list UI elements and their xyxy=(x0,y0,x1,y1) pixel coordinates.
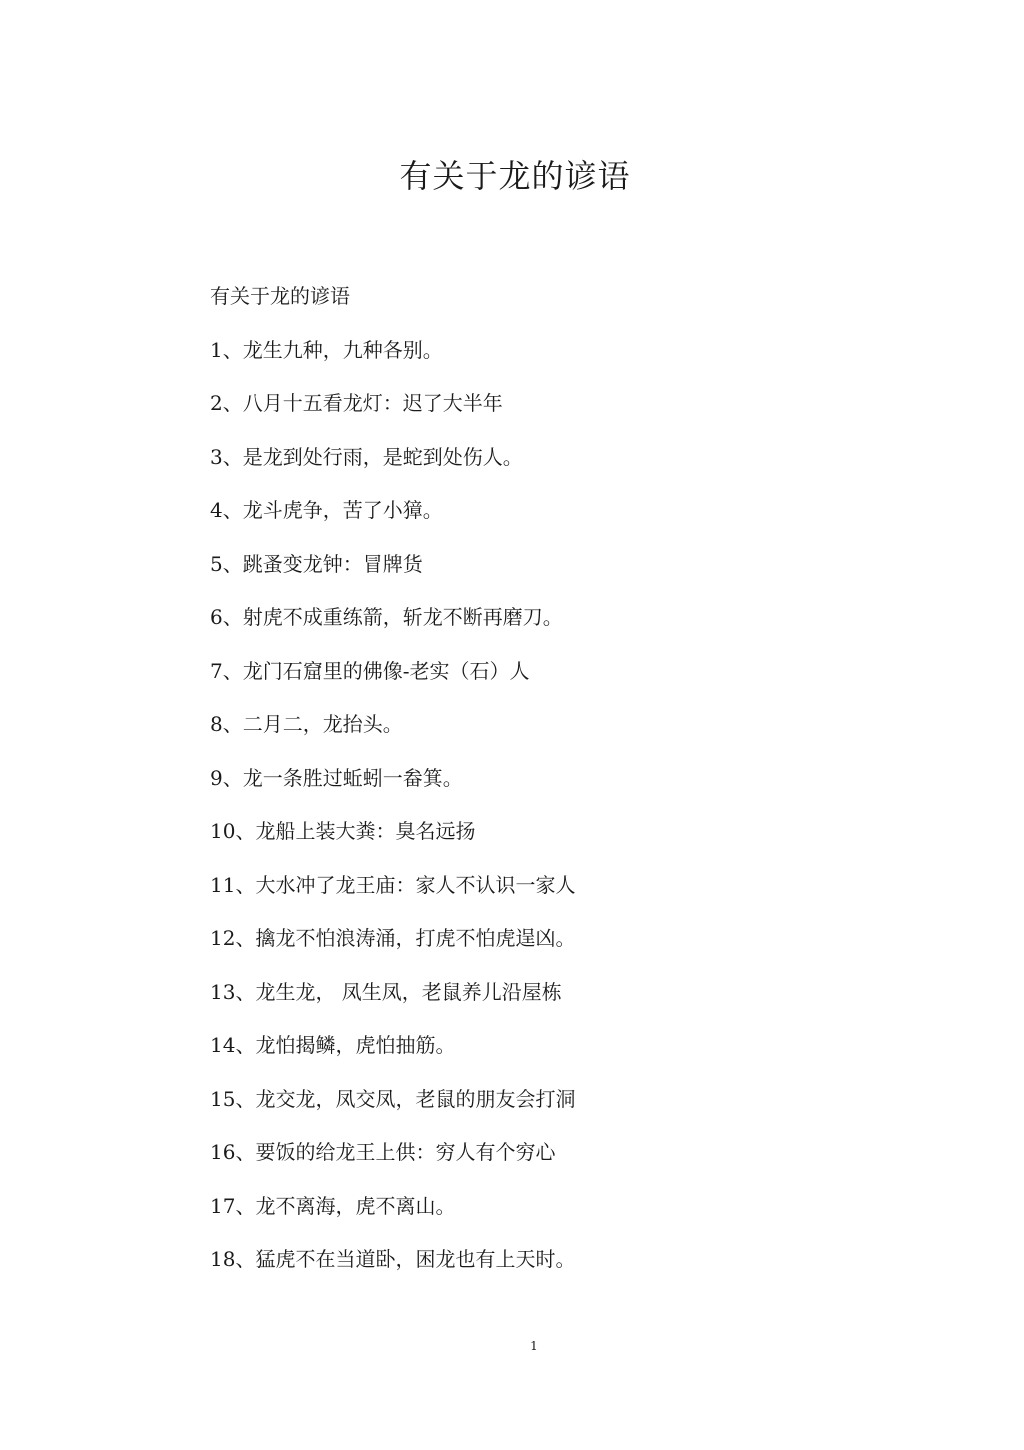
proverb-item: 1、龙生九种，九种各别。 xyxy=(210,337,443,362)
proverb-item: 4、龙斗虎争，苦了小獐。 xyxy=(210,498,443,522)
proverb-item: 15、龙交龙，凤交凤，老鼠的朋友会打洞 xyxy=(210,1086,576,1111)
proverb-item: 9、龙一条胜过蚯蚓一畚箕。 xyxy=(210,765,463,790)
proverb-item: 17、龙不离海，虎不离山。 xyxy=(210,1193,456,1218)
proverb-item: 16、要饭的给龙王上供：穷人有个穷心 xyxy=(210,1140,556,1164)
proverb-item: 6、射虎不成重练箭，斩龙不断再磨刀。 xyxy=(210,605,563,629)
proverb-item: 7、龙门石窟里的佛像-老实（石）人 xyxy=(210,658,530,683)
proverb-item: 3、是龙到处行雨，是蛇到处伤人。 xyxy=(210,444,523,469)
proverb-item: 5、跳蚤变龙钟：冒牌货 xyxy=(210,551,423,576)
proverb-item: 12、擒龙不怕浪涛涌，打虎不怕虎逞凶。 xyxy=(210,926,576,950)
proverb-item: 18、猛虎不在当道卧，困龙也有上天时。 xyxy=(210,1247,576,1271)
proverb-item: 14、龙怕揭鳞，虎怕抽筋。 xyxy=(210,1033,456,1057)
page-title: 有关于龙的谚语 xyxy=(399,157,631,195)
proverb-item: 13、龙生龙， 凤生凤，老鼠养儿沿屋栋 xyxy=(210,979,562,1004)
proverb-item: 8、二月二，龙抬头。 xyxy=(210,712,403,736)
proverb-item: 10、龙船上装大粪：臭名远扬 xyxy=(210,819,476,843)
document-body xyxy=(210,280,910,1297)
page-number: 1 xyxy=(530,1339,538,1353)
proverb-item: 11、大水冲了龙王庙：家人不认识一家人 xyxy=(210,872,576,897)
proverb-item: 2、八月十五看龙灯：迟了大半年 xyxy=(210,391,503,415)
document-subtitle: 有关于龙的谚语 xyxy=(210,284,350,308)
